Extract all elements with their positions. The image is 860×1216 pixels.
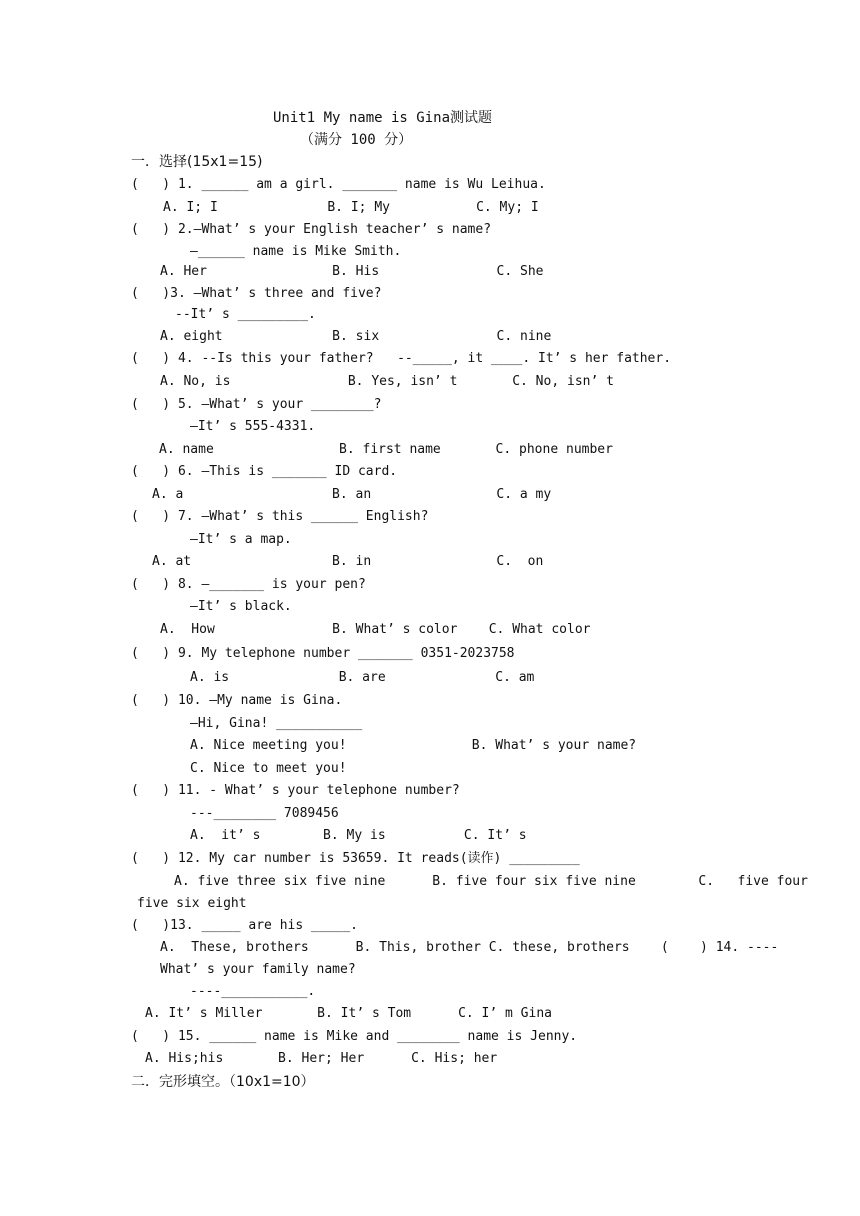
question-11: ( ) 11. - What’ s your telephone number? (131, 783, 460, 798)
question-3-prompt: --It’ s _________. (175, 307, 316, 322)
question-3-options: A. eight B. six C. nine (160, 329, 552, 344)
question-8: ( ) 8. —_______ is your pen? (131, 577, 366, 592)
question-14-prompt: ----___________. (190, 984, 316, 999)
question-12: ( ) 12. My car number is 53659. It reads(读作) _________ (131, 851, 580, 866)
page-title: Unit1 My name is Gina测试题 (273, 110, 493, 126)
question-15: ( ) 15. ______ name is Mike and ________ name is Jenny. (131, 1029, 578, 1044)
question-4-options: A. No, is B. Yes, isn’ t C. No, isn’ t (160, 374, 614, 389)
question-2-prompt: —______ name is Mike Smith. (190, 244, 402, 259)
question-2: ( ) 2.—What’ s your English teacher’ s name? (131, 222, 492, 237)
question-12-options-continued: five six eight (137, 896, 247, 911)
question-3: ( )3. —What’ s three and five? (131, 286, 382, 301)
question-2-options: A. Her B. His C. She (160, 264, 544, 279)
question-4: ( ) 4. --Is this your father? --_____, it ____. It’ s her father. (131, 351, 672, 366)
question-8-prompt: —It’ s black. (190, 599, 292, 614)
question-9-options: A. is B. are C. am (190, 670, 535, 685)
question-7-prompt: —It’ s a map. (190, 532, 292, 547)
question-8-options: A. How B. What’ s color C. What color (160, 622, 591, 637)
question-5-prompt: —It’ s 555-4331. (190, 419, 316, 434)
question-15-options: A. His;his B. Her; Her C. His; her (145, 1051, 498, 1066)
question-11-options: A. it’ s B. My is C. It’ s (190, 828, 527, 843)
question-6-options: A. a B. an C. a my (152, 487, 552, 502)
question-10-option-c: C. Nice to meet you! (190, 761, 347, 776)
question-1-options: A. I; I B. I; My C. My; I (163, 200, 539, 215)
question-7: ( ) 7. —What’ s this ______ English? (131, 509, 429, 524)
question-13-options: A. These, brothers B. This, brother C. these, brothers ( ) 14. ---- (160, 940, 779, 955)
page-subtitle: （满分 100 分） (300, 132, 413, 148)
section-heading-cloze: 二．完形填空。（10x1=10） (131, 1074, 315, 1090)
question-7-options: A. at B. in C. on (152, 554, 544, 569)
question-6: ( ) 6. —This is _______ ID card. (131, 464, 398, 479)
question-12-options: A. five three six five nine B. five four six five nine C. five four (174, 874, 808, 889)
question-14: What’ s your family name? (160, 962, 356, 977)
question-11-prompt: ---________ 7089456 (190, 806, 339, 821)
question-5: ( ) 5. —What’ s your ________? (131, 397, 382, 412)
question-5-options: A. name B. first name C. phone number (159, 442, 613, 457)
question-1: ( ) 1. ______ am a girl. _______ name is Wu Leihua. (131, 177, 546, 192)
question-10-prompt: —Hi, Gina! ___________ (190, 716, 363, 731)
question-10-options-ab: A. Nice meeting you! B. What’ s your name? (190, 738, 637, 753)
question-9: ( ) 9. My telephone number _______ 0351-2023758 (131, 646, 515, 661)
question-10: ( ) 10. —My name is Gina. (131, 693, 343, 708)
question-13: ( )13. _____ are his _____. (131, 918, 358, 933)
question-14-options: A. It’ s Miller B. It’ s Tom C. I’ m Gina (145, 1006, 552, 1021)
section-heading-choice: 一．选择(15x1=15) (131, 154, 263, 170)
